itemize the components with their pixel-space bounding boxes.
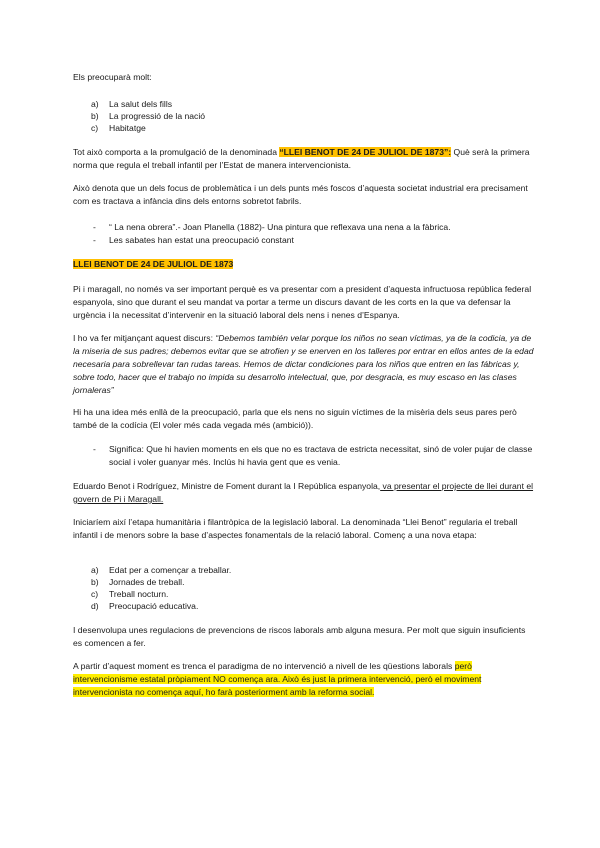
list-item: Preocupació educativa. xyxy=(109,601,199,611)
text-run: Eduardo Benot i Rodríguez, Ministre de Foment durant la I República espanyola, xyxy=(73,481,381,491)
list-marker: b) xyxy=(91,577,99,587)
paragraph-benot xyxy=(73,480,535,506)
yellow-highlight: però intervencionisme estatal pròpiament NO comença ara. Això és just la primera intervenció, però el moviment intervencionista no comença aquí, ho farà posteriorment amb la reforma social. xyxy=(73,661,482,697)
paragraph-promulgacio xyxy=(73,146,535,172)
list-marker: - xyxy=(93,444,96,454)
discurs-quote: “Debemos también velar porque los niños no sean víctimas, ya de la codicia, ya de la miseria de sus padres; debemos evitar que se atrofien y se enerven en los talleres por entrar en ellos antes de la edad necesaria para sobrellevar tan rudas tareas. Hemos de dictar condiciones para los niños que entren en las fábricas y, sobre todo, hacer que el trabajo no impida su desarrollo intelectual, que, por desgracia, es muy escaso en las clases jornaleras” xyxy=(73,333,534,395)
paragraph-denota: Això denota que un dels focus de problemàtica i un dels punts més foscos d’aquesta societat industrial era precisament com es tractava a infància dins dels entorns sobretot fabrils. xyxy=(73,183,528,206)
paragraph-idea: Hi ha una idea més enllà de la preocupació, parla que els nens no siguin víctimes de la misèria dels seus pares però també de la codícia (El voler més cada vegada més (ambició)). xyxy=(73,407,517,430)
list-marker: a) xyxy=(91,565,99,575)
list-marker: b) xyxy=(91,111,99,121)
intro-text: Els preocuparà molt: xyxy=(73,72,152,82)
list-marker: c) xyxy=(91,123,99,133)
list-item: Habitatge xyxy=(109,123,146,133)
paragraph-discurs xyxy=(73,332,535,397)
paragraph-regulacions: I desenvolupa unes regulacions de prevencions de riscos laborals amb alguna mesura. Per molt que siguin insuficients es comencen a fer. xyxy=(73,625,526,648)
list-marker: a) xyxy=(91,99,99,109)
list-item: Les sabates han estat una preocupació constant xyxy=(109,235,294,245)
text-run: Tot això comporta a la promulgació de la denominada xyxy=(73,147,280,157)
list-item: Jornades de treball. xyxy=(109,577,185,587)
list-item: “ La nena obrera”.- Joan Planella (1882)- Una pintura que reflexava una nena a la fàbrica. xyxy=(109,222,451,232)
section-heading-text: LLEI BENOT DE 24 DE JULIOL DE 1873 xyxy=(73,259,234,269)
list-marker: c) xyxy=(91,589,99,599)
paragraph-margall: Pi i maragall, no només va ser important perquè es va presentar com a president d’aquesta infructuosa república federal espanyola, sino que durant el seu mandat va portar a terme un discurs davant de les corts en la que va defensar la urgència i la necessitat d’intervenir en la situació laboral dels nens i nenes d’Espanya. xyxy=(73,284,532,320)
list-marker: d) xyxy=(91,601,99,611)
paragraph-final xyxy=(73,660,535,699)
underlined-text: va presentar el projecte de llei durant el govern de Pi i Maragall. xyxy=(73,481,534,504)
list-marker: - xyxy=(93,235,96,245)
list-item: Significa: Que hi havien moments en els que no es tractava de estricta necessitat, sinó de voler pujar de classe social i voler guanyar més. Inclús hi havia gent que es venia. xyxy=(109,444,533,467)
list-item: La progressió de la nació xyxy=(109,111,206,121)
list-item: La salut dels fills xyxy=(109,99,173,109)
law-highlight: “LLEI BENOT DE 24 DE JULIOL DE 1873”: xyxy=(279,147,452,157)
list-item: Treball nocturn. xyxy=(109,589,169,599)
text-run: I ho va fer mitjançant aquest discurs: xyxy=(73,333,216,343)
text-run: Què serà la primera norma que regula el treball infantil per l’Estat de manera intervencionista. xyxy=(73,147,530,170)
section-heading xyxy=(73,258,535,271)
text-run: A partir d’aquest moment es trenca el paradigma de no intervenció a nivell de les qüestions laborals xyxy=(73,661,455,671)
list-item: Edat per a començar a treballar. xyxy=(109,565,232,575)
paragraph-iniciarien: Iniciaríem així l’etapa humanitària i filantròpica de la legislació laboral. La denominada “Llei Benot” regularia el treball infantil i de menors sobre la base d’aspectes fonamentals de la relació laboral. Començ a una nova etapa: xyxy=(73,517,518,540)
list-marker: - xyxy=(93,222,96,232)
